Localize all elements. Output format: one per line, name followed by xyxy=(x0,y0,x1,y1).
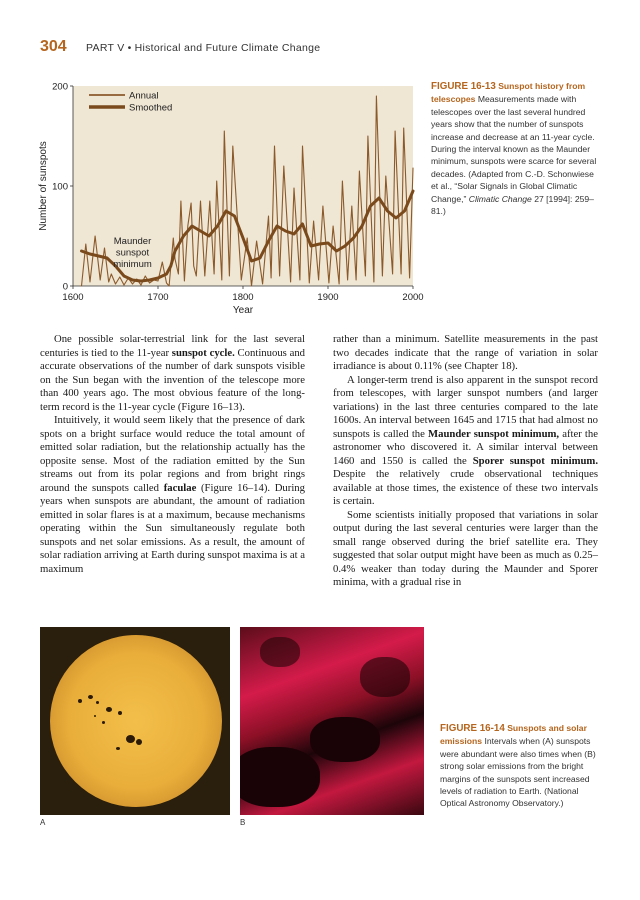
sunspot xyxy=(136,739,142,745)
paragraph xyxy=(333,509,598,590)
text-run: Continuous and accurate observations of the number of dark sunspots visible on the Sun began with the invention of the telescope more than 400 years ago. The most obvious feature of the long-term record is the 11-year cycle (Figure 16–13). xyxy=(40,346,306,413)
part-label: PART V xyxy=(86,42,125,54)
bullet-separator: • xyxy=(127,42,132,54)
solar-emissions-photo xyxy=(240,627,424,815)
y-tick-label: 0 xyxy=(62,281,68,293)
page-number: 304 xyxy=(40,38,67,55)
annotation-text: minimum xyxy=(113,259,152,270)
sunspot-chart xyxy=(30,78,430,314)
x-tick-label: 1900 xyxy=(317,292,339,303)
body-column-left xyxy=(40,333,305,576)
dark-region xyxy=(240,747,320,807)
paragraph xyxy=(40,333,305,414)
running-header xyxy=(86,42,320,54)
sun-disk xyxy=(50,635,222,807)
text-run: rather than a minimum. Satellite measurements in the past two decades indicate that the range of variation in solar irradiance is about 0.11% (see Chapter 18). xyxy=(333,333,598,372)
figure-16-13-caption xyxy=(431,80,601,217)
legend-label: Annual xyxy=(129,90,159,102)
sunspot xyxy=(78,699,82,703)
body-column-right xyxy=(333,333,598,590)
legend-label: Smoothed xyxy=(129,102,173,114)
key-term: sunspot cycle. xyxy=(171,346,235,359)
figure-title: Sunspot history from telescopes xyxy=(431,81,586,105)
x-tick-label: 1800 xyxy=(232,292,254,303)
figure-title: Sunspots and solar emissions xyxy=(440,723,587,747)
paragraph xyxy=(333,333,598,374)
text-run: Despite the relatively crude observational techniques available at those times, the existence of these two intervals is certain. xyxy=(333,468,598,507)
sunspot xyxy=(88,695,93,699)
figure-label: FIGURE 16-13 xyxy=(431,81,496,92)
sunspot xyxy=(116,747,120,750)
text-run: after the astronomer who discovered it. A similar interval between 1460 and 1550 is called the xyxy=(333,427,598,467)
text-run: Some scientists initially proposed that variations in solar output during the last several centuries were larger than the small range observed during the brief satellite era. They suggested that solar output might have been as much as 0.25–0.4% weaker than today during the Maunder and Sporer minima, with a gradual rise in xyxy=(333,508,598,588)
x-axis-title: Year xyxy=(232,305,254,314)
sunspot xyxy=(94,715,96,717)
text-run: One possible solar-terrestrial link for the last several centuries is tied to the 11-year xyxy=(40,333,305,359)
x-tick-label: 1600 xyxy=(62,292,84,303)
sunspot xyxy=(118,711,122,715)
figure-16-14-caption xyxy=(440,722,605,810)
text-run: (Figure 16–14). During years when sunspots are abundant, the amount of radiation emitted in solar flares is at a maximum, because mechanisms operating within the Sun simultaneously regulate both sunspots and net solar emissions. As a result, the amount of solar radiation arriving at Earth during sunspot maxima is at a maximum xyxy=(40,481,305,575)
key-term: Maunder sunspot minimum, xyxy=(428,427,560,440)
x-tick-label: 2000 xyxy=(402,292,424,303)
key-term: Sporer sunspot minimum. xyxy=(472,454,598,467)
part-title: Historical and Future Climate Change xyxy=(134,42,321,54)
sunspot xyxy=(102,721,105,724)
y-axis-title: Number of sunspots xyxy=(38,141,49,231)
photo-label-a: A xyxy=(40,818,46,827)
x-tick-label: 1700 xyxy=(147,292,169,303)
paragraph xyxy=(333,374,598,509)
key-term: faculae xyxy=(163,481,197,494)
annotation-text: sunspot xyxy=(115,247,150,259)
text-run: Intuitively, it would seem likely that the presence of dark spots on a bright surface would reduce the total amount of emitted solar radiation, but the relationship actually has the opposite sense. Most of the radiation emitted by the Sun streams out from its polar regions and from bright rings around the sunspots called xyxy=(40,414,305,494)
text-run: A longer-term trend is also apparent in the sunspot record from telescopes, with larger sunspot numbers (and larger variations) in the last three centuries compared to the late 1600s. An interval between 1645 and 1715 that had almost no sunspots is called the xyxy=(333,373,598,440)
dark-region xyxy=(260,637,300,667)
sunspots-photo xyxy=(40,627,230,815)
paragraph xyxy=(40,414,305,576)
caption-text: Measurements made with telescopes over the last several hundred years show that the number of sunspots increase and decrease at an 11-year cycle. During the interval known as the Maunder minimum, sunspots were scarce for several decades. (Adapted from C.-D. Schonwiese et al., “Solar Signals in Global Climatic Change,” xyxy=(431,94,597,204)
y-tick-label: 200 xyxy=(52,81,68,93)
journal-name: Climatic Change xyxy=(468,193,532,204)
photo-label-b: B xyxy=(240,818,246,827)
sunspot xyxy=(126,735,135,743)
figure-label: FIGURE 16-14 xyxy=(440,723,505,734)
sunspot xyxy=(106,707,112,712)
sunspot-chart-svg xyxy=(30,78,430,314)
y-tick-label: 100 xyxy=(52,181,68,193)
sunspot xyxy=(96,701,99,704)
citation-end: 27 [1994]: 259–81.) xyxy=(431,193,594,217)
dark-region xyxy=(310,717,380,762)
annotation-text: Maunder xyxy=(113,236,152,247)
dark-region xyxy=(360,657,410,697)
caption-text: Intervals when (A) sunspots were abundant were also times when (B) strong solar emissions from the bright margins of the sunspots sent increased levels of radiation to Earth. (National Optical Astronomy Observatory.) xyxy=(440,736,596,809)
